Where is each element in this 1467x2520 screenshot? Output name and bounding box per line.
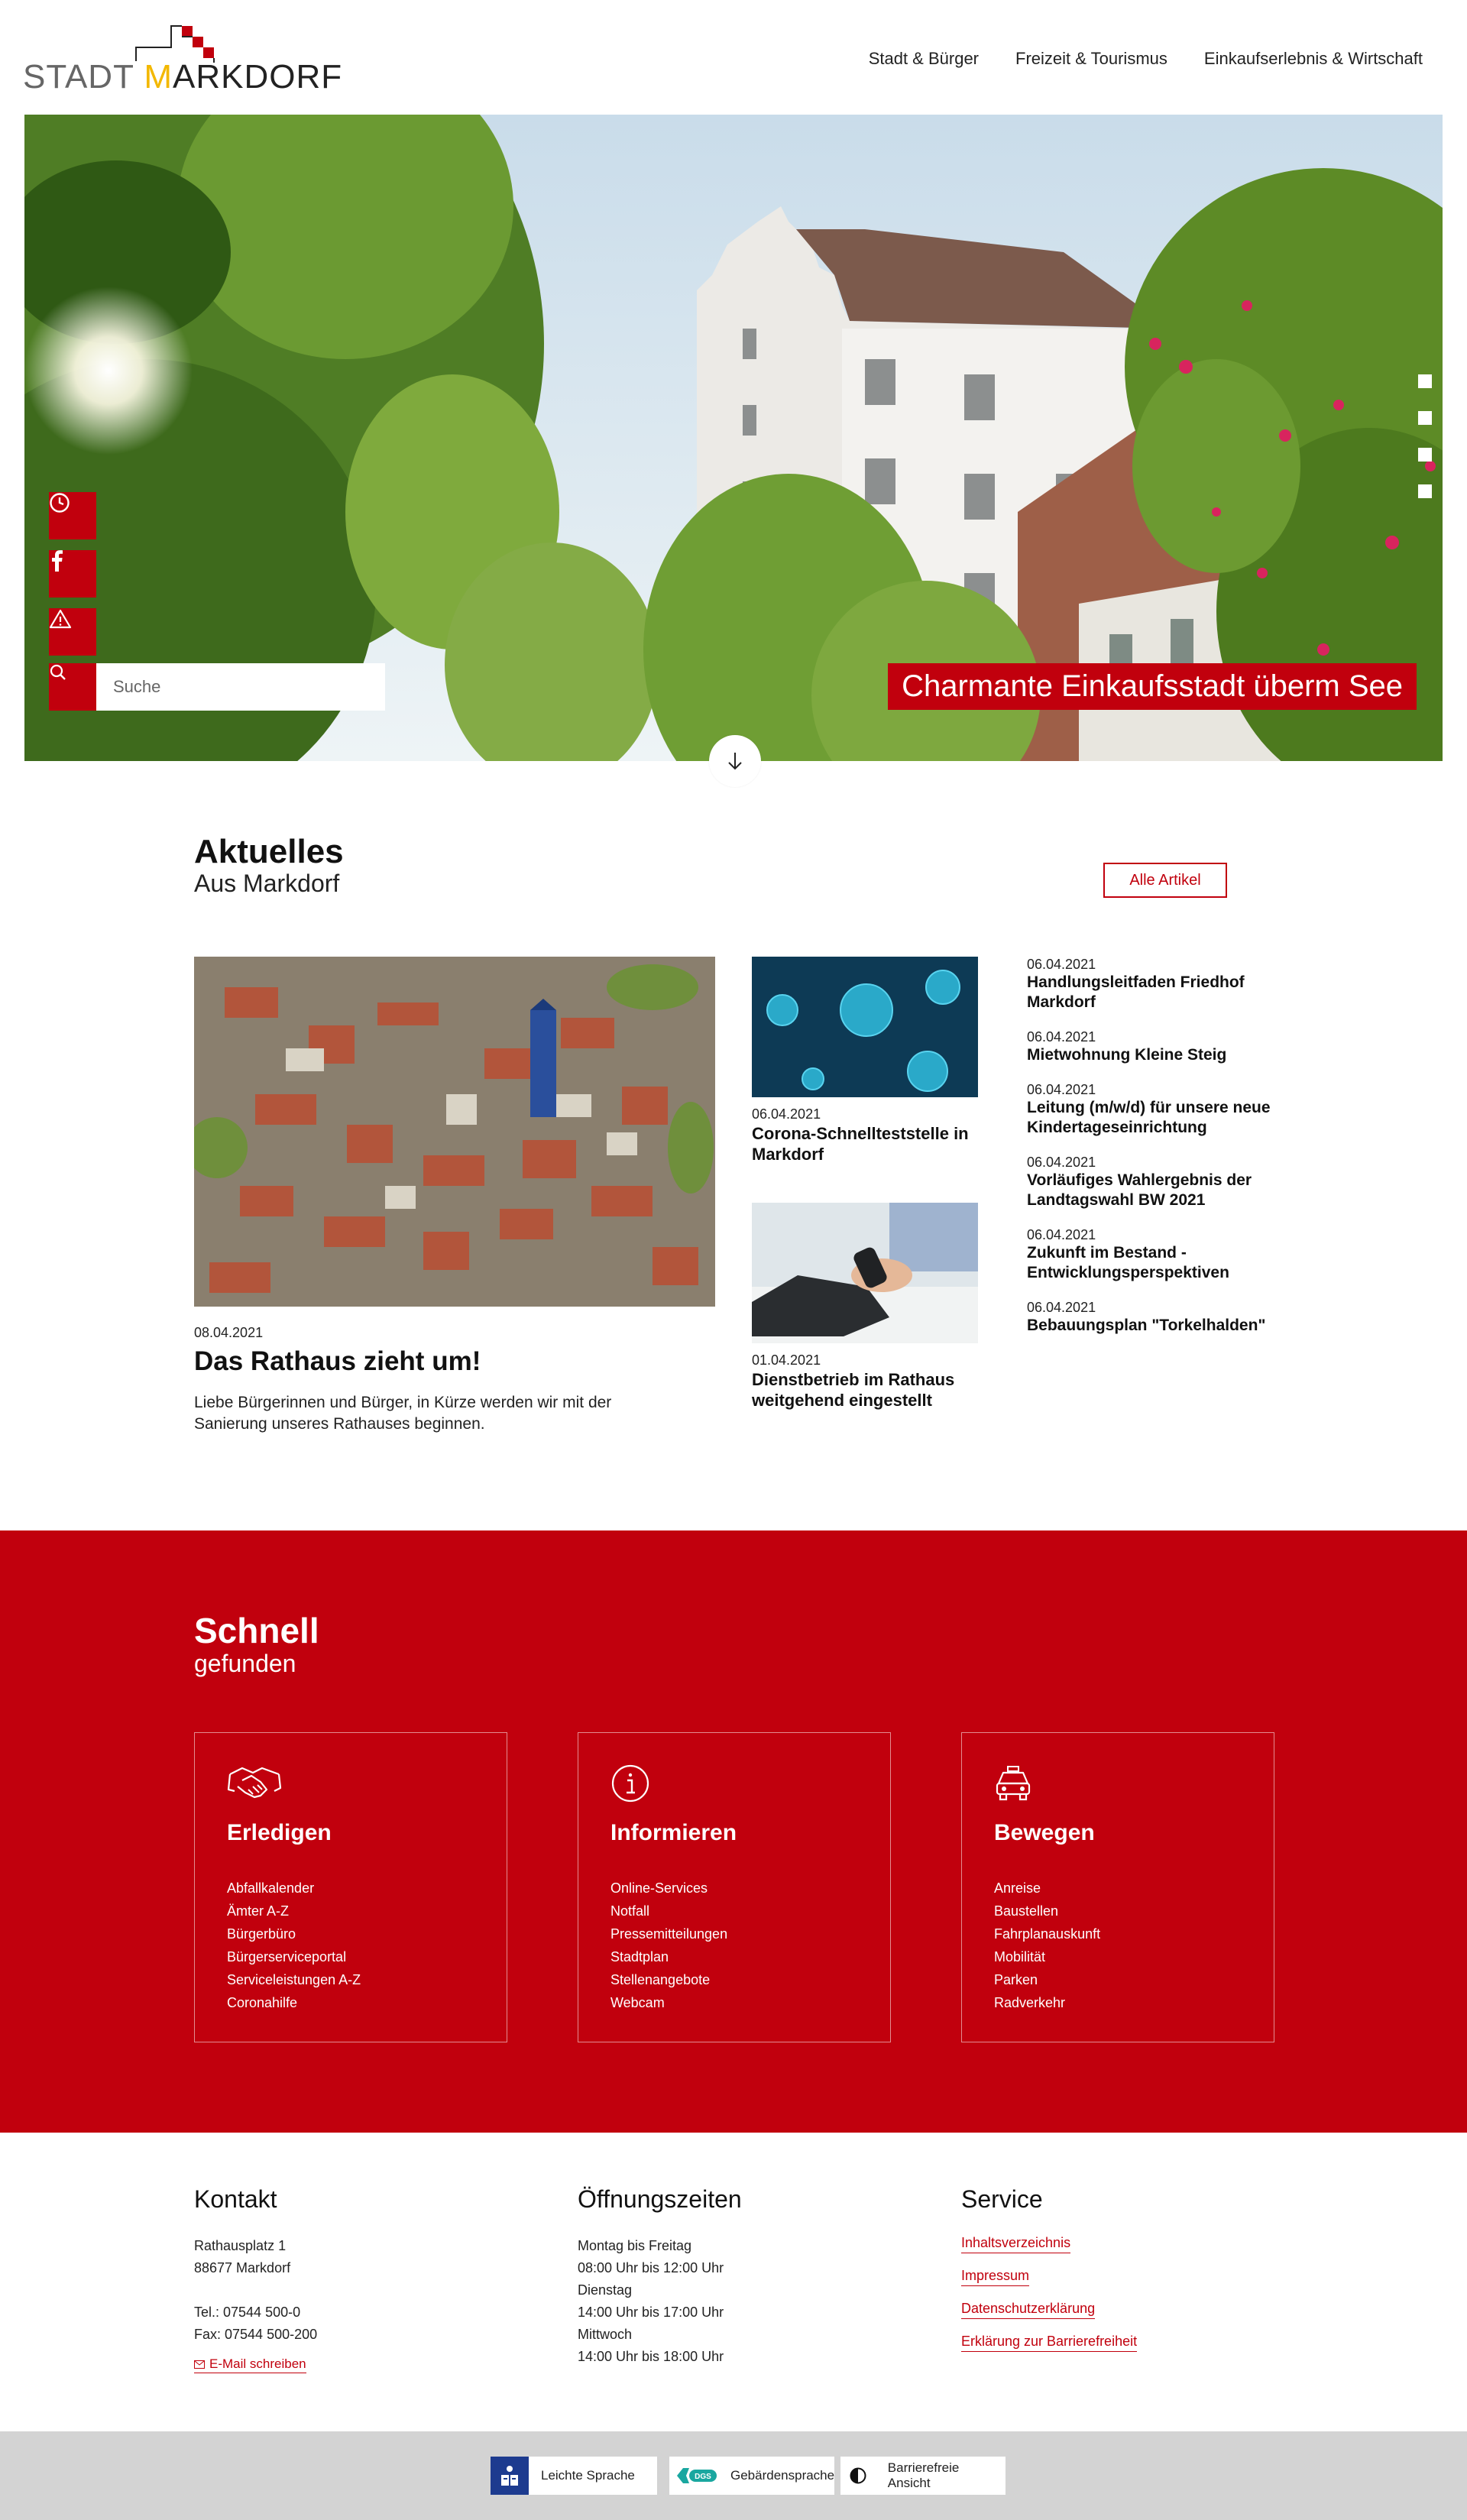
- list-item[interactable]: 06.04.2021 Vorläufiges Wahlergebnis der Landtagswahl BW 2021: [1027, 1155, 1252, 1209]
- taxi-icon: [994, 1764, 1049, 1803]
- mid-article-2-date: 01.04.2021: [752, 1352, 821, 1368]
- search-box: [49, 663, 385, 711]
- main-article-date: 08.04.2021: [194, 1325, 264, 1340]
- contact-title: Kontakt: [194, 2185, 277, 2213]
- footer-link-impressum[interactable]: Impressum: [961, 2268, 1029, 2286]
- nav-einkaufserlebnis-wirtschaft[interactable]: Einkaufserlebnis & Wirtschaft: [1203, 49, 1423, 68]
- quick-link[interactable]: Stadtplan: [610, 1949, 669, 1964]
- arrow-down-icon: [726, 750, 744, 772]
- clock-icon: [49, 492, 70, 513]
- list-item[interactable]: 06.04.2021 Mietwohnung Kleine Steig: [1027, 1029, 1227, 1064]
- quick-link[interactable]: Webcam: [610, 1995, 665, 2010]
- list-item[interactable]: 06.04.2021 Bebauungsplan "Torkelhalden": [1027, 1300, 1266, 1334]
- quick-link[interactable]: Coronahilfe: [227, 1995, 298, 2010]
- card-informieren: Informieren Online-Services Notfall Pressemitteilungen Stadtplan Stellenangebote Webcam: [578, 1732, 891, 2042]
- footer-link-inhaltsverzeichnis[interactable]: Inhaltsverzeichnis: [961, 2235, 1070, 2253]
- quick-link[interactable]: Abfallkalender: [227, 1880, 315, 1896]
- opening-hours-column: Öffnungszeiten Montag bis Freitag 08:00 Uhr bis 12:00 Uhr Dienstag 14:00 Uhr bis 17:00 Uhr Mittwoch 14:00 Uhr bis 18:00 Uhr: [578, 2185, 853, 2368]
- aerial-town-image[interactable]: [194, 957, 715, 1307]
- logo-text: STADT MARKDORF: [23, 58, 343, 96]
- slider-dots: [1418, 374, 1432, 498]
- info-icon: [610, 1764, 665, 1803]
- office-phone-image[interactable]: [752, 1203, 978, 1343]
- footer-link-datenschutz[interactable]: Datenschutzerklärung: [961, 2301, 1095, 2319]
- news-subtitle: Aus Markdorf: [194, 870, 340, 897]
- card-erledigen: Erledigen Abfallkalender Ämter A-Z Bürgerbüro Bürgerserviceportal Serviceleistungen A-Z Coronahilfe: [194, 1732, 507, 2042]
- list-item[interactable]: 06.04.2021 Handlungsleitfaden Friedhof Markdorf: [1027, 957, 1245, 1011]
- sign-language-button[interactable]: DGS Gebärdensprache: [669, 2457, 834, 2495]
- quick-link[interactable]: Serviceleistungen A-Z: [227, 1972, 361, 1987]
- quick-link[interactable]: Ämter A-Z: [227, 1903, 290, 1919]
- contrast-icon: [840, 2457, 876, 2495]
- search-submit-button[interactable]: [49, 663, 96, 711]
- quick-link[interactable]: Pressemitteilungen: [610, 1926, 728, 1942]
- hero-caption: Charmante Einkaufsstadt überm See: [888, 663, 1417, 710]
- quick-link[interactable]: Bürgerbüro: [227, 1926, 296, 1942]
- accessibility-bar: [0, 2431, 1467, 2520]
- card-bewegen: Bewegen Anreise Baustellen Fahrplanauskunft Mobilität Parken Radverkehr: [961, 1732, 1274, 2042]
- logo-stadt-markdorf[interactable]: [23, 24, 343, 98]
- quick-find-section: [0, 1530, 1467, 2133]
- list-item[interactable]: 06.04.2021 Leitung (m/w/d) für unsere neue Kindertageseinrichtung: [1027, 1082, 1271, 1136]
- quick-link[interactable]: Online-Services: [610, 1880, 708, 1896]
- logo-roof-icon: [133, 24, 225, 63]
- hero-slider: [24, 115, 1443, 761]
- all-articles-button[interactable]: Alle Artikel: [1103, 863, 1227, 898]
- slide-dot[interactable]: [1418, 411, 1432, 425]
- easy-language-icon: [491, 2457, 529, 2495]
- svg-text:DGS: DGS: [695, 2473, 711, 2481]
- mid-article-1-date: 06.04.2021: [752, 1106, 821, 1122]
- nav-freizeit-tourismus[interactable]: Freizeit & Tourismus: [1015, 49, 1167, 68]
- quick-link[interactable]: Baustellen: [994, 1903, 1059, 1919]
- service-title: Service: [961, 2185, 1043, 2213]
- quick-link[interactable]: Parken: [994, 1972, 1038, 1987]
- service-column: [961, 2185, 1236, 2366]
- opening-hours-title: Öffnungszeiten: [578, 2185, 742, 2213]
- news-list: [1027, 957, 1287, 1352]
- easy-language-button[interactable]: Leichte Sprache: [491, 2457, 657, 2495]
- warning-button[interactable]: [49, 608, 96, 656]
- nav-stadt-buerger[interactable]: Stadt & Bürger: [868, 49, 980, 68]
- quick-link[interactable]: Anreise: [994, 1880, 1041, 1896]
- search-input[interactable]: [96, 663, 385, 711]
- quick-heading: Schnell gefunden: [194, 1611, 319, 1677]
- slide-dot[interactable]: [1418, 374, 1432, 388]
- facebook-icon: [49, 550, 64, 572]
- search-icon: [49, 663, 67, 682]
- list-item[interactable]: 06.04.2021 Zukunft im Bestand - Entwicklungsperspektiven: [1027, 1227, 1229, 1281]
- quick-link[interactable]: Notfall: [610, 1903, 650, 1919]
- sign-language-icon: [675, 2457, 718, 2495]
- slide-dot[interactable]: [1418, 448, 1432, 462]
- news-title: Aktuelles: [194, 833, 344, 870]
- quick-link[interactable]: Mobilität: [994, 1949, 1046, 1964]
- footer-link-barrierefreiheit[interactable]: Erklärung zur Barrierefreiheit: [961, 2334, 1137, 2352]
- email-link[interactable]: E-Mail schreiben: [194, 2356, 306, 2373]
- mid-article-2-title[interactable]: Dienstbetrieb im Rathaus weitgehend eingestellt: [752, 1370, 955, 1410]
- opening-hours-button[interactable]: [49, 492, 96, 539]
- facebook-button[interactable]: [49, 550, 96, 598]
- main-nav: [869, 49, 1423, 69]
- site-header: [0, 0, 1467, 115]
- quick-link[interactable]: Bürgerserviceportal: [227, 1949, 347, 1964]
- quick-link[interactable]: Fahrplanauskunft: [994, 1926, 1101, 1942]
- main-article-title[interactable]: Das Rathaus zieht um!: [194, 1346, 481, 1376]
- warning-icon: [49, 608, 72, 630]
- slide-dot[interactable]: [1418, 484, 1432, 498]
- contact-column: Kontakt Rathausplatz 1 88677 Markdorf Tel.: 07544 500-0 Fax: 07544 500-200 E-Mail schreiben: [194, 2185, 469, 2373]
- news-heading: [194, 833, 344, 898]
- mid-article-1-title[interactable]: Corona-Schnellteststelle in Markdorf: [752, 1124, 969, 1164]
- main-article-teaser: Liebe Bürgerinnen und Bürger, in Kürze werden wir mit der Sanierung unseres Rathauses beginnen.: [194, 1394, 612, 1433]
- quick-link[interactable]: Radverkehr: [994, 1995, 1066, 2010]
- mail-icon: [194, 2360, 205, 2369]
- quick-link[interactable]: Stellenangebote: [610, 1972, 711, 1987]
- scroll-down-button[interactable]: [709, 735, 761, 787]
- handshake-icon: [227, 1764, 282, 1803]
- accessible-view-button[interactable]: Barrierefreie Ansicht: [840, 2457, 1006, 2495]
- corona-virus-image[interactable]: [752, 957, 978, 1097]
